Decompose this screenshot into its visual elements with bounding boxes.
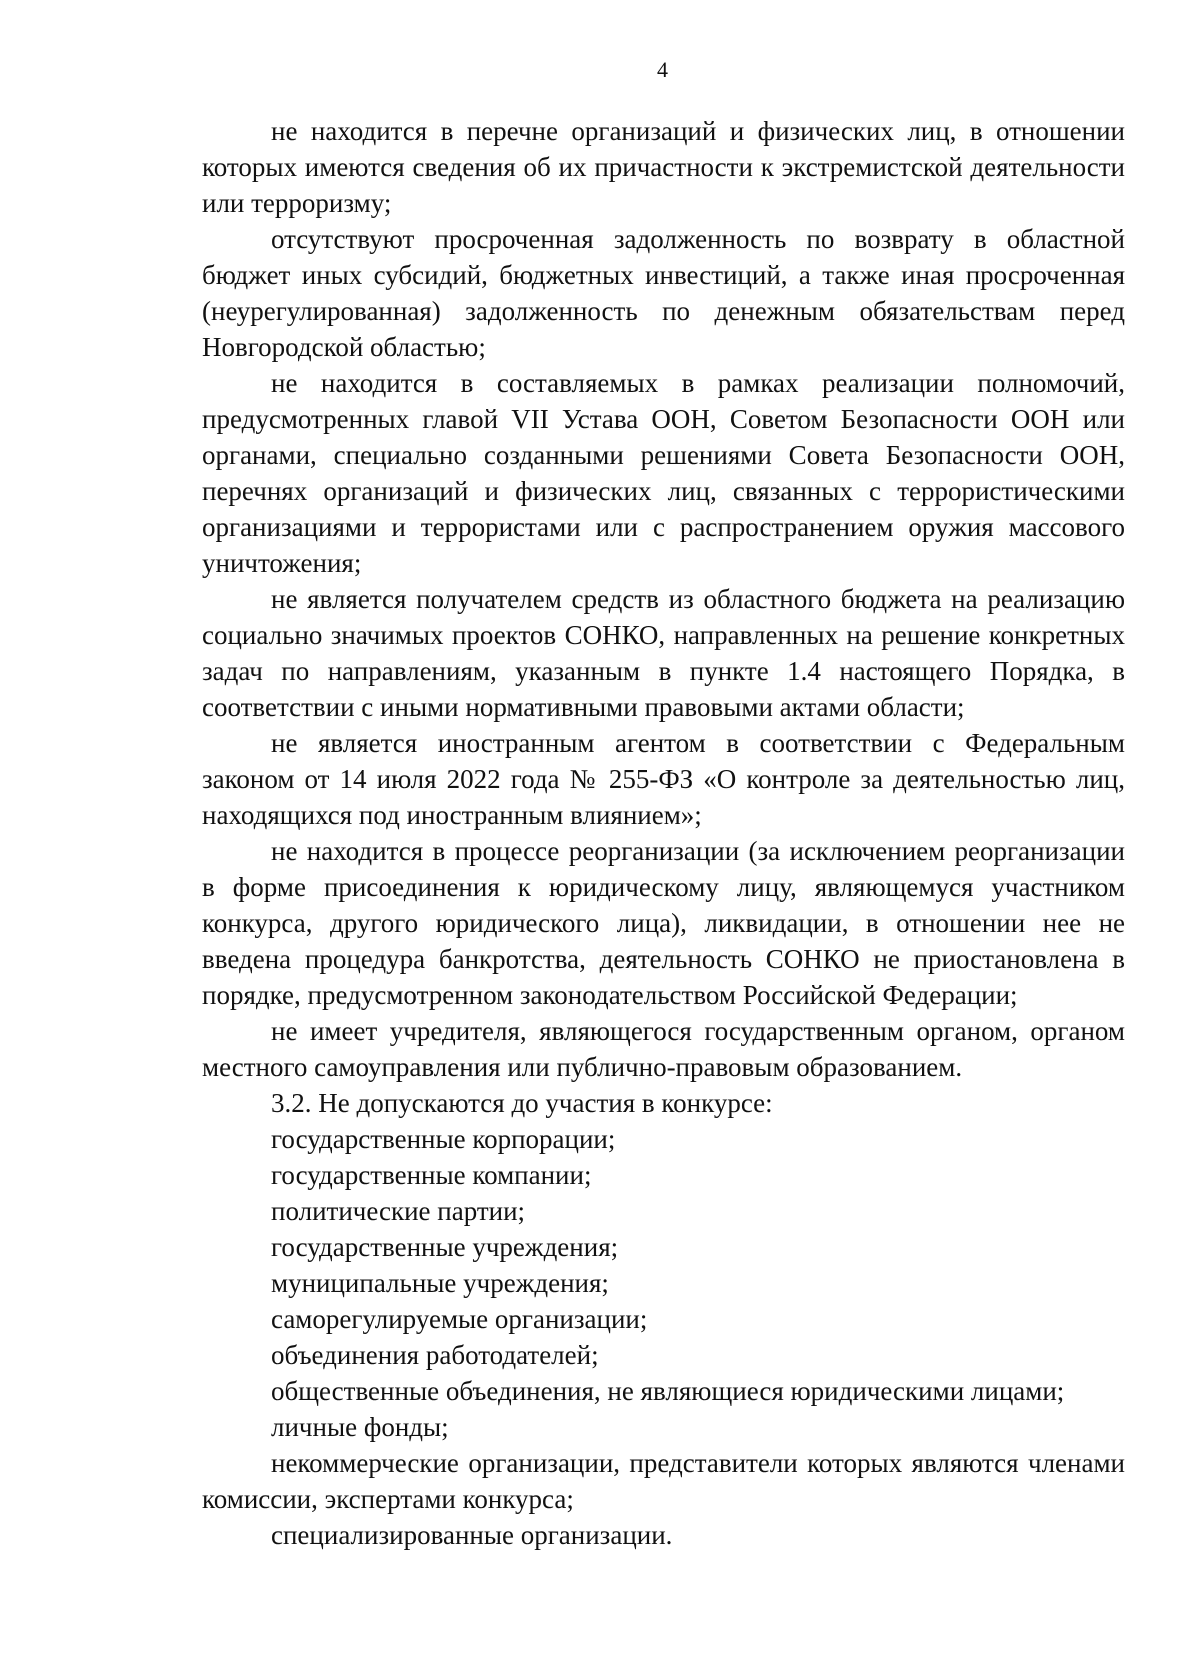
paragraph: не находится в составляемых в рамках реализации полномочий, предусмотренных главой VII Устава ООН, Советом Безопасности ООН или органами, специально созданными решениями Совета Безопасности ООН, перечнях организаций и физических лиц, связанных с террористическими организациями и террористами или с распространением оружия массового уничтожения; <box>202 368 1125 578</box>
paragraph: не находится в процессе реорганизации (за исключением реорганизации в форме присоединения к юридическому лицу, являющемуся участником конкурса, другого юридического лица), ликвидации, в отношении нее не введена процедура банкротства, деятельность СОНКО не приостановлена в порядке, предусмотренном законодательством Российской Федерации; <box>202 836 1125 1010</box>
list-item: государственные компании; <box>271 1160 592 1190</box>
list-item: муниципальные учреждения; <box>271 1268 609 1298</box>
list-item: общественные объединения, не являющиеся юридическими лицами; <box>271 1376 1065 1406</box>
paragraph: не находится в перечне организаций и физических лиц, в отношении которых имеются сведения об их причастности к экстремистской деятельности или терроризму; <box>202 116 1125 218</box>
section-heading: 3.2. Не допускаются до участия в конкурсе: <box>271 1088 773 1118</box>
list-item: личные фонды; <box>271 1412 449 1442</box>
list-item: государственные учреждения; <box>271 1232 619 1262</box>
paragraph: отсутствуют просроченная задолженность по возврату в областной бюджет иных субсидий, бюджетных инвестиций, а также иная просроченная (неурегулированная) задолженность по денежным обязательствам перед Новгородской областью; <box>202 224 1125 362</box>
paragraph: не имеет учредителя, являющегося государственным органом, органом местного самоуправления или публично-правовым образованием. <box>202 1016 1125 1082</box>
paragraph: не является получателем средств из областного бюджета на реализацию социально значимых проектов СОНКО, направленных на решение конкретных задач по направлениям, указанным в пункте 1.4 настоящего Порядка, в соответствии с иными нормативными правовыми актами области; <box>202 584 1125 722</box>
document-body <box>202 113 1125 1553</box>
list-item: государственные корпорации; <box>271 1124 616 1154</box>
paragraph: не является иностранным агентом в соответствии с Федеральным законом от 14 июля 2022 года № 255-ФЗ «О контроле за деятельностью лиц, находящихся под иностранным влиянием»; <box>202 728 1125 830</box>
list-item: специализированные организации. <box>271 1520 673 1550</box>
list-item: некоммерческие организации, представители которых являются членами комиссии, экспертами конкурса; <box>202 1448 1125 1514</box>
list-item: политические партии; <box>271 1196 526 1226</box>
list-item: саморегулируемые организации; <box>271 1304 648 1334</box>
list-item: объединения работодателей; <box>271 1340 599 1370</box>
page-number: 4 <box>657 57 668 82</box>
